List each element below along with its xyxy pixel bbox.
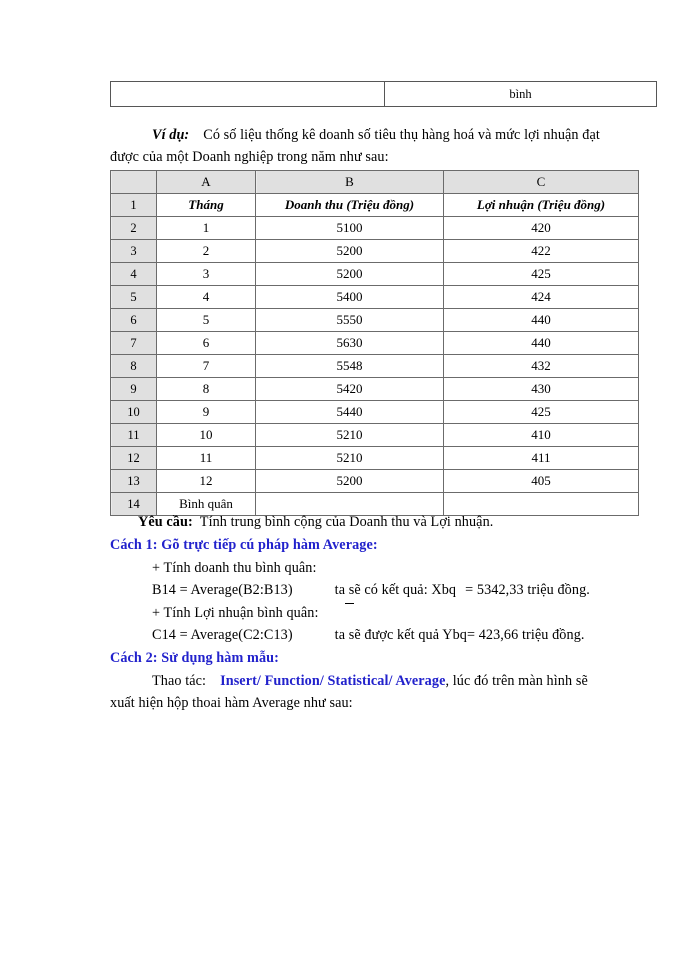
cell-c8[interactable]: 432 [444, 355, 639, 378]
formula1-result-label [335, 579, 458, 601]
cell-a2[interactable]: 1 [157, 217, 256, 240]
formula2-result: ta sẽ được kết quả Ybq= 423,66 triệu đồng. [334, 627, 585, 643]
row-header-10[interactable]: 10 [111, 401, 157, 424]
continuation-cell-right: bình [385, 82, 657, 107]
cell-b12[interactable]: 5210 [256, 447, 444, 470]
method1-formula-2 [110, 624, 585, 646]
table-row [111, 447, 639, 470]
cell-b4[interactable]: 5200 [256, 263, 444, 286]
cell-c3[interactable]: 422 [444, 240, 639, 263]
row-header-6[interactable]: 6 [111, 309, 157, 332]
cell-a12[interactable]: 11 [157, 447, 256, 470]
method2-prefix-text: Thao tác: [152, 673, 207, 689]
table-row [111, 82, 657, 107]
cell-c11[interactable]: 410 [444, 424, 639, 447]
formula1-result-value: = 5342,33 triệu đồng. [465, 582, 590, 598]
example-label: Ví dụ: [152, 127, 190, 143]
method1-bullet-1-text: + Tính doanh thu bình quân: [152, 560, 317, 576]
cell-c4[interactable]: 425 [444, 263, 639, 286]
example-intro-line1 [110, 124, 600, 146]
cell-c7[interactable]: 440 [444, 332, 639, 355]
example-intro-text-1: Có số liệu thống kê doanh số tiêu thụ hàng hoá và mức lợi nhuận đạt [203, 127, 600, 143]
cell-c12[interactable]: 411 [444, 447, 639, 470]
method2-line-1 [110, 670, 588, 692]
cell-a7[interactable]: 6 [157, 332, 256, 355]
method1-bullet-1 [110, 557, 317, 579]
example-intro-text-2: được của một Doanh nghiệp trong năm như sau: [110, 149, 389, 165]
spreadsheet-grid [110, 170, 639, 516]
row-header-14[interactable]: 14 [111, 493, 157, 516]
continuation-table [110, 81, 657, 107]
overbar-mark [345, 603, 354, 604]
grid-corner-cell[interactable] [111, 171, 157, 194]
table-row [111, 378, 639, 401]
cell-b6[interactable]: 5550 [256, 309, 444, 332]
table-row [111, 240, 639, 263]
requirement-label: Yêu cầu: [138, 514, 193, 530]
cell-b2[interactable]: 5100 [256, 217, 444, 240]
column-header-b[interactable]: B [256, 171, 444, 194]
row-header-12[interactable]: 12 [111, 447, 157, 470]
cell-b1[interactable]: Doanh thu (Triệu đồng) [256, 194, 444, 217]
table-row [111, 424, 639, 447]
column-header-c[interactable]: C [444, 171, 639, 194]
cell-b11[interactable]: 5210 [256, 424, 444, 447]
row-header-3[interactable]: 3 [111, 240, 157, 263]
column-header-row [111, 171, 639, 194]
row-header-1[interactable]: 1 [111, 194, 157, 217]
requirement-text: Tính trung bình cộng của Doanh thu và Lợi nhuận. [199, 514, 494, 530]
cell-c9[interactable]: 430 [444, 378, 639, 401]
cell-a4[interactable]: 3 [157, 263, 256, 286]
table-row [111, 309, 639, 332]
table-row [111, 470, 639, 493]
cell-a14[interactable]: Bình quân [157, 493, 256, 516]
cell-a10[interactable]: 9 [157, 401, 256, 424]
continuation-cell-left [111, 82, 385, 107]
table-row [111, 286, 639, 309]
formula1-expression: B14 = Average(B2:B13) [152, 582, 293, 598]
row-header-5[interactable]: 5 [111, 286, 157, 309]
method2-suffix-text: , lúc đó trên màn hình sẽ [445, 673, 588, 689]
cell-b13[interactable]: 5200 [256, 470, 444, 493]
requirement-line [110, 511, 493, 533]
table-row [111, 263, 639, 286]
method1-heading [110, 534, 378, 556]
example-intro-line2 [110, 146, 389, 168]
cell-c13[interactable]: 405 [444, 470, 639, 493]
cell-c2[interactable]: 420 [444, 217, 639, 240]
menu-path[interactable]: Insert/ Function/ Statistical/ Average [220, 673, 446, 689]
row-header-7[interactable]: 7 [111, 332, 157, 355]
cell-a5[interactable]: 4 [157, 286, 256, 309]
table-row [111, 401, 639, 424]
cell-c10[interactable]: 425 [444, 401, 639, 424]
method1-heading-text: Cách 1: Gõ trực tiếp cú pháp hàm Average: [110, 537, 378, 553]
column-header-a[interactable]: A [157, 171, 256, 194]
cell-b8[interactable]: 5548 [256, 355, 444, 378]
method2-line-2 [110, 692, 353, 714]
formula2-expression: C14 = Average(C2:C13) [152, 627, 293, 643]
method1-formula-1 [110, 579, 590, 601]
cell-c1[interactable]: Lợi nhuận (Triệu đồng) [444, 194, 639, 217]
method2-heading [110, 647, 279, 669]
method1-bullet-2 [110, 602, 319, 624]
method2-line-2-text: xuất hiện hộp thoai hàm Average như sau: [110, 695, 353, 711]
cell-b3[interactable]: 5200 [256, 240, 444, 263]
row-header-13[interactable]: 13 [111, 470, 157, 493]
table-row [111, 355, 639, 378]
cell-a11[interactable]: 10 [157, 424, 256, 447]
row-header-11[interactable]: 11 [111, 424, 157, 447]
cell-a8[interactable]: 7 [157, 355, 256, 378]
row-header-8[interactable]: 8 [111, 355, 157, 378]
cell-a1[interactable]: Tháng [157, 194, 256, 217]
cell-a3[interactable]: 2 [157, 240, 256, 263]
method1-bullet-2-text: + Tính Lợi nhuận bình quân: [152, 605, 319, 621]
table-row [111, 217, 639, 240]
formula1-result-label-text: ta sẽ có kết quả: Xbq [334, 582, 457, 598]
method2-heading-text: Cách 2: Sử dụng hàm mẫu: [110, 650, 279, 666]
cell-a13[interactable]: 12 [157, 470, 256, 493]
row-header-9[interactable]: 9 [111, 378, 157, 401]
cell-c5[interactable]: 424 [444, 286, 639, 309]
cell-b5[interactable]: 5400 [256, 286, 444, 309]
cell-b10[interactable]: 5440 [256, 401, 444, 424]
row-header-4[interactable]: 4 [111, 263, 157, 286]
cell-a9[interactable]: 8 [157, 378, 256, 401]
cell-a6[interactable]: 5 [157, 309, 256, 332]
cell-b7[interactable]: 5630 [256, 332, 444, 355]
table-row [111, 194, 639, 217]
cell-c6[interactable]: 440 [444, 309, 639, 332]
row-header-2[interactable]: 2 [111, 217, 157, 240]
cell-b9[interactable]: 5420 [256, 378, 444, 401]
table-row [111, 332, 639, 355]
